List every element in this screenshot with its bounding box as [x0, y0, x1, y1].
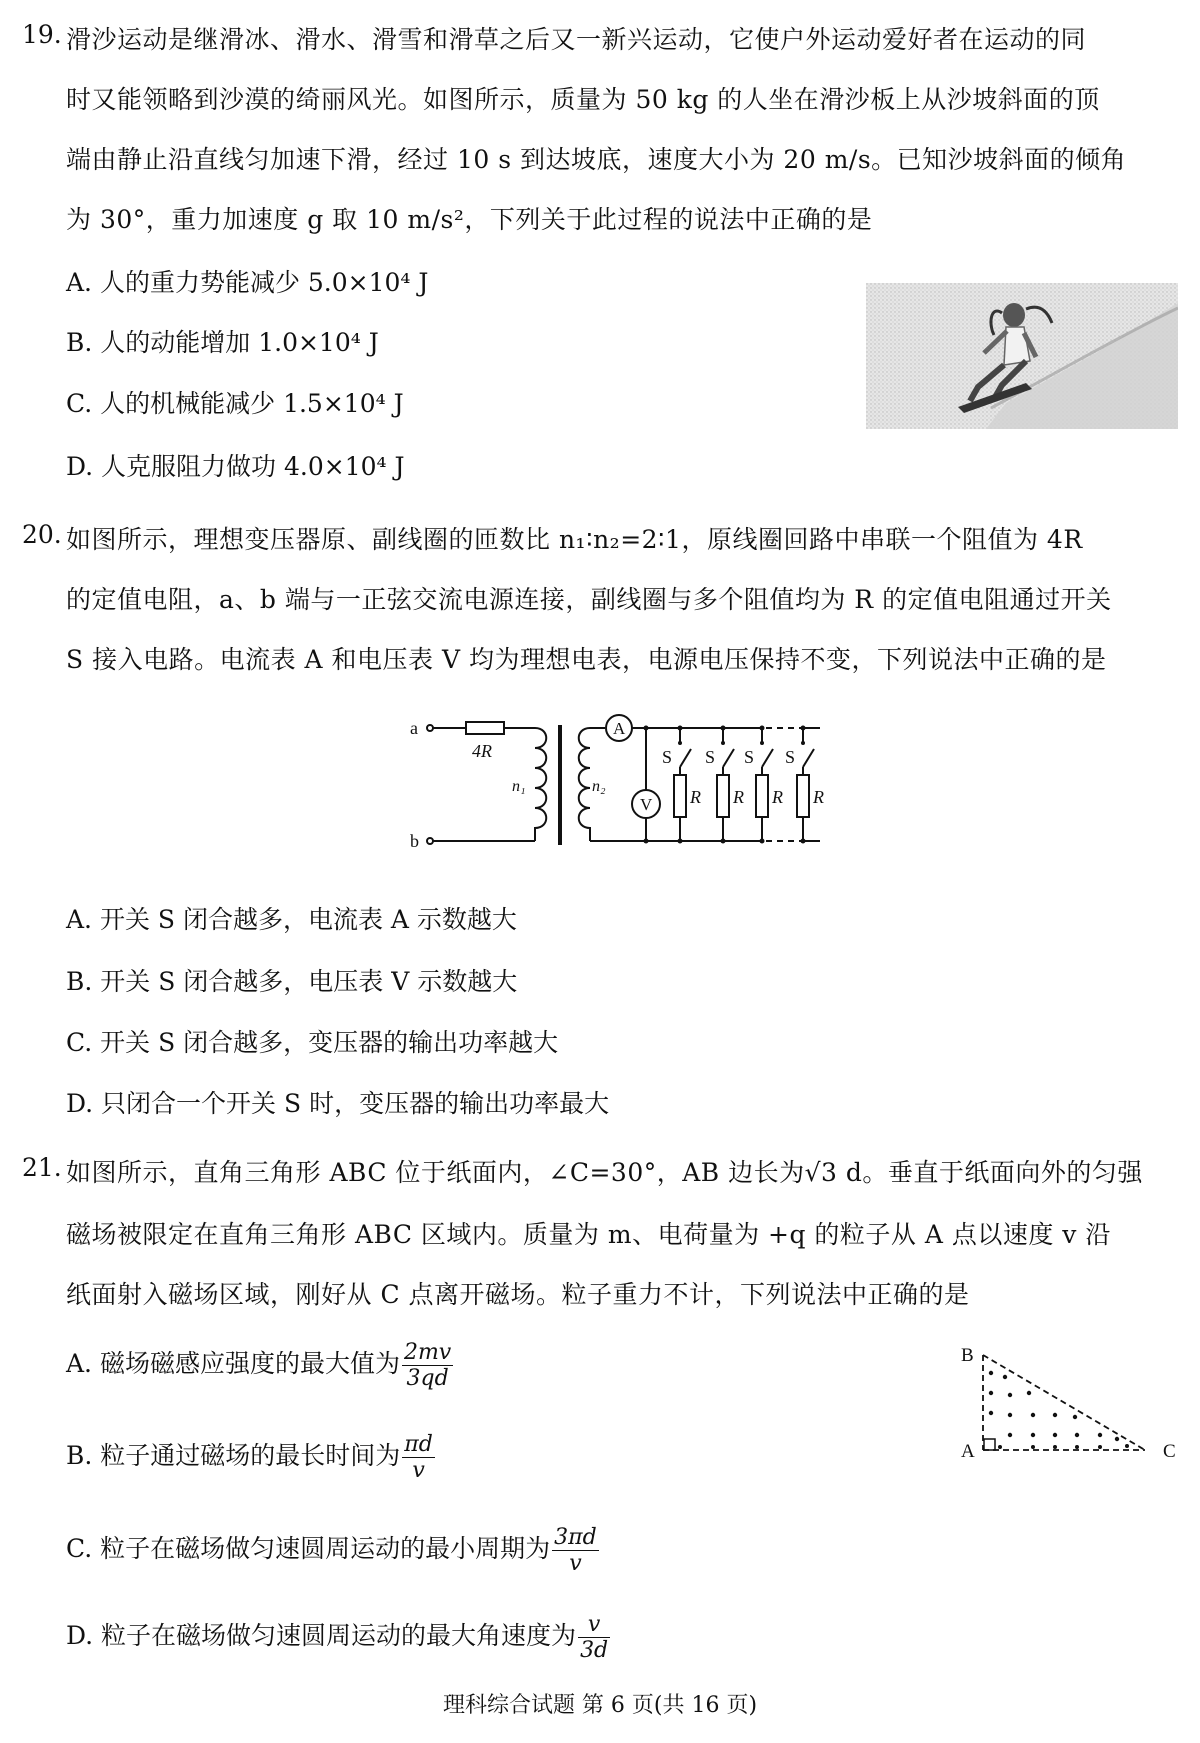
q19-option-b: B. 人的动能增加 1.0×10⁴ J — [66, 328, 379, 357]
q19-line: 为 30°，重力加速度 g 取 10 m/s²，下列关于此过程的说法中正确的是 — [66, 205, 873, 234]
fraction-numerator: πd — [404, 1432, 433, 1457]
vertex-c-label: C — [1163, 1441, 1176, 1462]
resistor-r-label: R — [690, 787, 701, 807]
q19-option-c: C. 人的机械能减少 1.5×10⁴ J — [66, 389, 404, 418]
q20-option-d: D. 只闭合一个开关 S 时，变压器的输出功率最大 — [66, 1089, 610, 1118]
q21-option-a — [66, 1340, 453, 1391]
vertex-b-label: B — [961, 1345, 974, 1366]
q21-option-d — [66, 1612, 610, 1663]
resistor-r-label: R — [733, 787, 744, 807]
switch-label: S — [785, 747, 796, 767]
resistor-r-label: R — [813, 787, 824, 807]
fraction-denominator: v — [412, 1458, 425, 1483]
sand-sliding-photo — [866, 283, 1178, 429]
page-footer: 理科综合试题 第 6 页(共 16 页) — [442, 1693, 758, 1718]
option-text: A. 磁场磁感应强度的最大值为 — [66, 1349, 400, 1378]
q19-option-d: D. 人克服阻力做功 4.0×10⁴ J — [66, 452, 405, 481]
q20-line: S 接入电路。电流表 A 和电压表 V 均为理想电表，电源电压保持不变，下列说法中正确的是 — [66, 645, 1107, 674]
option-text: C. 粒子在磁场做匀速圆周运动的最小周期为 — [66, 1534, 551, 1563]
fraction-numerator: v — [578, 1612, 610, 1638]
terminal-b-label: b — [410, 831, 419, 851]
q20-line: 如图所示，理想变压器原、副线圈的匝数比 n₁∶n₂=2∶1，原线圈回路中串联一个阻值为 4R — [66, 525, 1083, 554]
n2-label: n₂ — [592, 778, 606, 795]
q19-number: 19. — [22, 20, 62, 49]
q19-line: 时又能领略到沙漠的绮丽风光。如图所示，质量为 50 kg 的人坐在滑沙板上从沙坡斜面的顶 — [66, 85, 1100, 114]
fraction-numerator: 3πd — [554, 1525, 597, 1550]
option-text: D. 粒子在磁场做匀速圆周运动的最大角速度为 — [66, 1621, 577, 1650]
q21-option-c — [66, 1525, 599, 1576]
fraction — [578, 1612, 610, 1663]
triangle-abc-diagram — [955, 1345, 1185, 1465]
switch-label: S — [744, 747, 755, 767]
vertex-a-label: A — [961, 1441, 975, 1462]
resistor-r-label: R — [772, 787, 783, 807]
switch-label: S — [705, 747, 716, 767]
q21-line: 纸面射入磁场区域，刚好从 C 点离开磁场。粒子重力不计，下列说法中正确的是 — [66, 1280, 970, 1309]
ammeter-label: A — [613, 719, 626, 738]
fraction — [552, 1525, 599, 1576]
fraction-numerator: 2mv — [403, 1340, 452, 1365]
resistor-4r-label: 4R — [472, 741, 492, 761]
fraction-denominator: 3qd — [406, 1366, 449, 1391]
q19-option-a: A. 人的重力势能减少 5.0×10⁴ J — [66, 268, 429, 297]
q21-line: 如图所示，直角三角形 ABC 位于纸面内，∠C=30°，AB 边长为√3 d。垂直于纸面向外的匀强 — [66, 1158, 1143, 1187]
fraction — [402, 1432, 435, 1483]
q21-line: 磁场被限定在直角三角形 ABC 区域内。质量为 m、电荷量为 +q 的粒子从 A 点以速度 v 沿 — [66, 1220, 1111, 1249]
q19-line: 端由静止沿直线匀加速下滑，经过 10 s 到达坡底，速度大小为 20 m/s。已知沙坡斜面的倾角 — [66, 145, 1127, 174]
fraction-denominator: v — [569, 1551, 582, 1576]
q21-number: 21. — [22, 1153, 62, 1182]
terminal-a-label: a — [410, 718, 418, 738]
fraction — [402, 1340, 453, 1391]
fraction-denominator: 3d — [580, 1638, 609, 1663]
q20-line: 的定值电阻，a、b 端与一正弦交流电源连接，副线圈与多个阻值均为 R 的定值电阻通过开关 — [66, 585, 1112, 614]
voltmeter-label: V — [640, 795, 653, 814]
transformer-circuit-diagram — [400, 705, 840, 855]
q20-option-b: B. 开关 S 闭合越多，电压表 V 示数越大 — [66, 967, 518, 996]
n1-label: n₁ — [512, 778, 526, 795]
q20-number: 20. — [22, 520, 62, 549]
q20-option-c: C. 开关 S 闭合越多，变压器的输出功率越大 — [66, 1028, 559, 1057]
option-text: B. 粒子通过磁场的最长时间为 — [66, 1441, 401, 1470]
q19-line: 滑沙运动是继滑冰、滑水、滑雪和滑草之后又一新兴运动，它使户外运动爱好者在运动的同 — [66, 25, 1087, 54]
switch-label: S — [662, 747, 673, 767]
q21-option-b — [66, 1432, 435, 1483]
q20-option-a: A. 开关 S 闭合越多，电流表 A 示数越大 — [66, 905, 517, 934]
